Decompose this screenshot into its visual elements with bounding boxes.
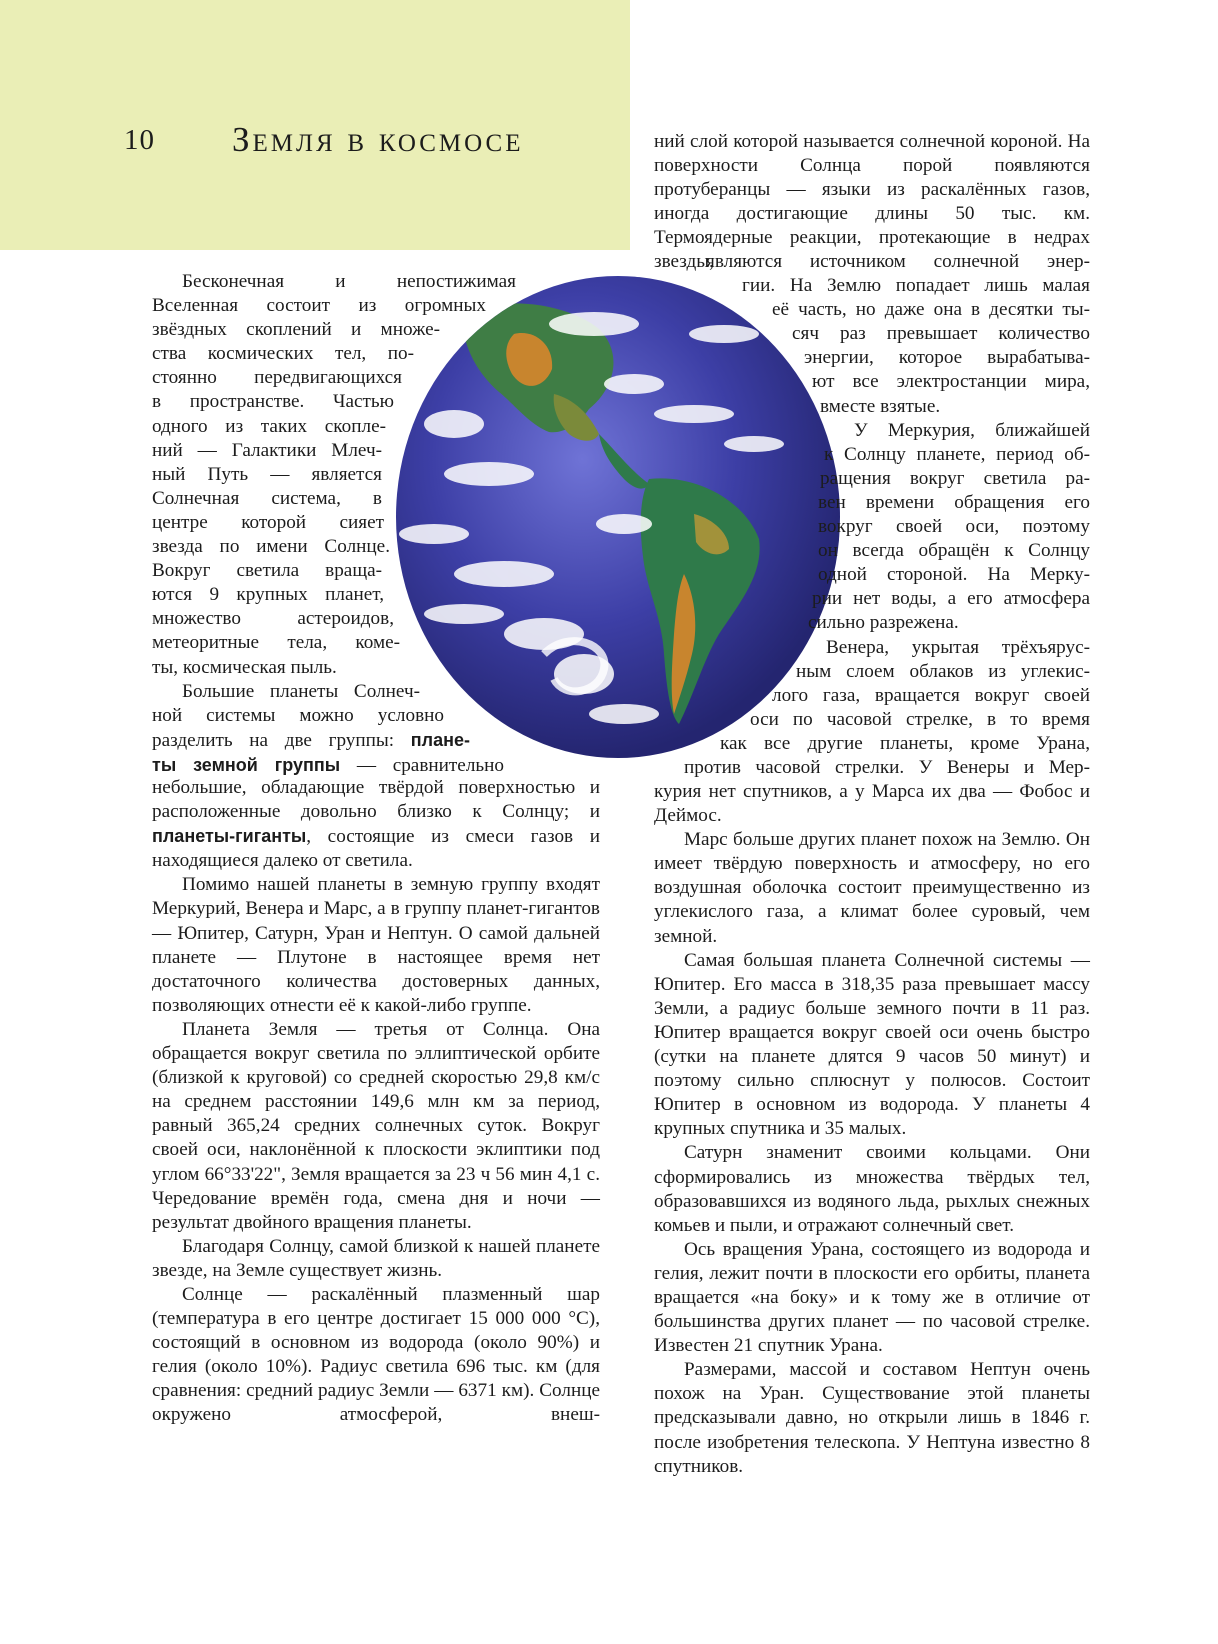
text-line	[152, 753, 504, 778]
text-line: оси по часовой стрелке, в то время	[750, 708, 1090, 730]
left-wrap-block	[152, 270, 516, 778]
text-line: в пространстве. Частью	[152, 391, 394, 413]
paragraph: Размерами, массой и составом Нептун очень похож на Уран. Существование этой планеты предсказывали давно, но открыли лишь в 1846 г. после изобретения телескопа. У Нептуна известно 8 спутников.	[654, 1359, 1090, 1477]
paragraph: Помимо нашей планеты в земную группу входят Меркурий, Венера и Марс, а в группу планет-гигантов — Юпитер, Сатурн, Уран и Нептун. О самой дальней планете — Плутоне в настоящее время нет достаточного количества достоверных данных, позволяющих отнести её к какой-либо группе.	[152, 874, 600, 1016]
text-line: ный Путь — является	[152, 463, 382, 485]
text-line: сильно разрежена.	[808, 612, 959, 634]
text-line: Бесконечная и непостижимая	[182, 271, 516, 292]
paragraph: Планета Земля — третья от Солнца. Она обращается вокруг светила по эллиптической орбите (близкой к круговой) со средней скоростью 29,8 км/с на среднем расстоянии 149,6 млн км за период, равный 365,24 средних солнечных суток. Вокруг своей оси, наклонённой к плоскости эклиптики под углом 66°33'22", Земля вращается за 23 ч 56 мин 4,1 с. Чередование времён года, смена дня и ночи — результат двойного вращения планеты.	[152, 1018, 600, 1233]
text-line: стоянно передвигающихся	[152, 367, 402, 389]
text-line: ются 9 крупных планет,	[152, 584, 384, 606]
term-earth-group-part1: плане-	[410, 729, 470, 750]
text-line: У Меркурия, ближайшей	[854, 419, 1090, 441]
text-line: Солнечная система, в	[152, 487, 382, 509]
text-line: он всегда обращён к Солнцу	[818, 540, 1090, 562]
text-line: вместе взятые.	[820, 395, 941, 417]
term-earth-group-part2: ты земной группы	[152, 754, 341, 775]
text-line: против часовой стрелки. У Венеры и Мер-	[684, 756, 1090, 778]
text-line: Вокруг светила враща-	[152, 560, 382, 582]
text-line: ным слоем облаков из углекис-	[796, 660, 1090, 682]
paragraph: ний слой которой называется солнечной короной. На поверхности Солнца порой появляются протуберанцы — языки из раскалённых газов, иногда достигающие длины 50 тыс. км. Термоядерные реакции, протекающие в недрах звезды,	[654, 131, 1090, 273]
text-line: энергии, которое вырабатыва-	[804, 347, 1090, 369]
text-line: ты, космическая пыль.	[152, 656, 337, 678]
text-run: — сравнительно	[356, 754, 505, 776]
paragraph: Самая большая планета Солнечной системы — Юпитер. Его масса в 318,35 раза превышает массу Земли, а радиус больше земного почти в 11 раз. Юпитер вращается вокруг своей оси очень быстро (сутки на планете длятся 9 часов 50 минут) и поэтому сильно сплюснут у полюсов. Состоит Юпитер в основном из водорода. У планеты 4 крупных спутника и 35 малых.	[654, 949, 1090, 1140]
text-line: сяч раз превышает количество	[792, 323, 1090, 345]
text-line: вен времени обращения его	[818, 491, 1090, 513]
text-line: одного из таких скопле-	[152, 415, 386, 437]
text-line: одной стороной. На Мерку-	[818, 564, 1090, 586]
page-number: 10	[124, 124, 155, 156]
text-line: Венера, укрытая трёхъярус-	[826, 636, 1090, 658]
text-run: небольшие, обладающие твёрдой поверхностью и расположенные довольно близко к Солнцу; и	[152, 777, 600, 823]
right-column	[654, 780, 1090, 1479]
text-line: звезда по имени Солнце.	[152, 536, 390, 558]
chapter-title: Земля в космосе	[232, 120, 524, 159]
text-line: ют все электростанции мира,	[812, 371, 1090, 393]
text-line: её часть, но даже она в десятки ты-	[772, 299, 1090, 321]
text-line: рии нет воды, а его атмосфера	[812, 588, 1090, 610]
text-line	[152, 728, 470, 753]
text-line: ний — Галактики Млеч-	[152, 439, 382, 461]
text-line: метеоритные тела, коме-	[152, 632, 400, 654]
text-line: ной системы можно условно	[152, 704, 444, 726]
paragraph: Марс больше других планет похож на Землю. Он имеет твёрдую поверхность и атмосферу, но его воздушная оболочка состоит преимущественно из углекислого газа, а климат более суровый, чем земной.	[654, 829, 1090, 947]
text-line: ства космических тел, по-	[152, 343, 414, 365]
left-column	[152, 776, 600, 1428]
paragraph: курия нет спутников, а у Марса их два — Фобос и Деймос.	[654, 781, 1090, 827]
text-line: как все другие планеты, кроме Урана,	[720, 732, 1090, 754]
paragraph: Ось вращения Урана, состоящего из водорода и гелия, лежит почти в плоскости его орбиты, планета вращается «на боку» и к тому же в отличие от большинства других планет — по часовой стрелке. Известен 21 спутник Урана.	[654, 1238, 1090, 1357]
text-line: вокруг своей оси, поэтому	[818, 516, 1090, 538]
text-run: разделить на две группы:	[152, 729, 395, 751]
text-line: гии. На Землю попадает лишь малая	[742, 275, 1090, 297]
text-line: Большие планеты Солнеч-	[182, 680, 420, 702]
text-line: лого газа, вращается вокруг своей	[772, 684, 1090, 706]
paragraph	[152, 776, 600, 873]
paragraph: Солнце — раскалённый плазменный шар (температура в его центре достигает 15 000 000 °С), состоящий в основном из водорода (около 90%) и гелия (около 10%). Радиус светила 696 тыс. км (для сравнения: средний радиус Земли — 6371 км). Солнце окружено атмосферой, внеш-	[152, 1283, 600, 1426]
text-line: звёздных скоплений и множе-	[152, 319, 440, 341]
term-giants: планеты-гиганты	[152, 826, 307, 847]
paragraph: Благодаря Солнцу, самой близкой к нашей планете звезде, на Земле существует жизнь.	[152, 1235, 600, 1281]
text-line: Вселенная состоит из огромных	[152, 295, 486, 317]
text-line: к Солнцу планете, период об-	[824, 443, 1090, 465]
text-line: являются источником солнечной энер-	[706, 251, 1090, 272]
text-line: ращения вокруг светила ра-	[820, 467, 1090, 489]
paragraph: Сатурн знаменит своими кольцами. Они сформировались из множества твёрдых тел, образовавшихся из водяного льда, рыхлых снежных комьев и пыли, и отражают солнечный свет.	[654, 1142, 1090, 1236]
text-run: , состоящие из смеси газов и находящиеся далеко от светила.	[152, 826, 600, 872]
right-wrap-block	[654, 250, 1090, 780]
text-line: множество астероидов,	[152, 608, 394, 630]
text-line: центре которой сияет	[152, 511, 384, 533]
